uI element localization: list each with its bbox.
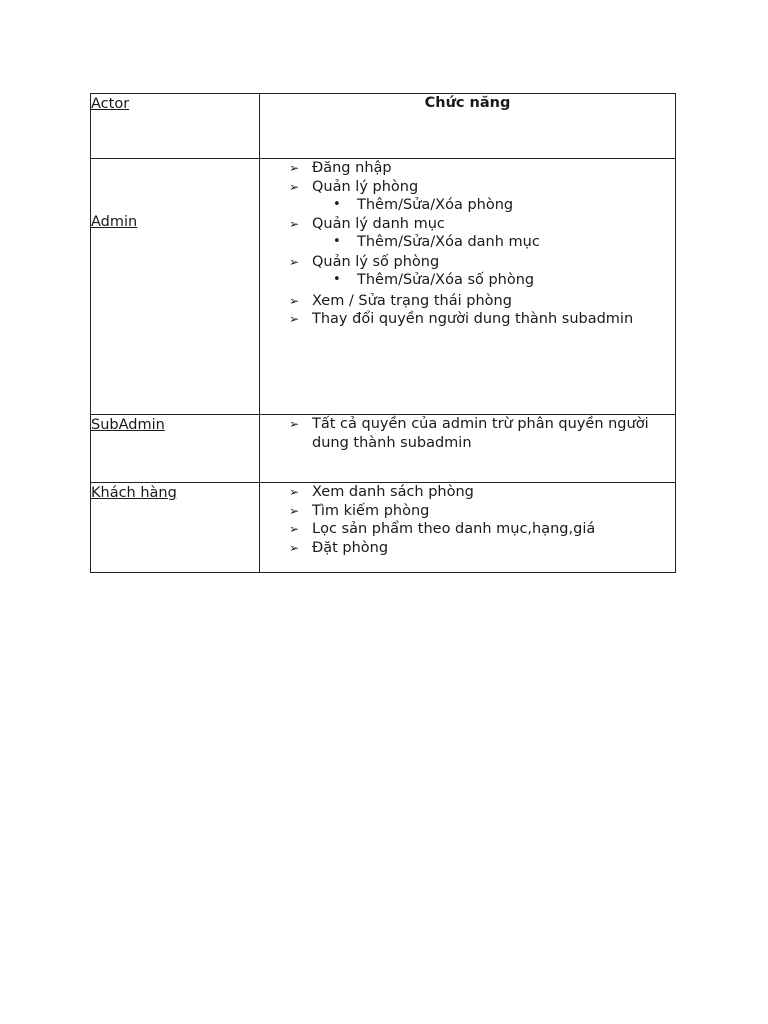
list-item: [260, 292, 675, 311]
actor-name: Khách hàng: [91, 485, 177, 501]
arrow-bullet-icon: ➢: [289, 485, 300, 499]
dot-bullet-icon: •: [333, 197, 341, 212]
actor-name: SubAdmin: [91, 417, 165, 433]
actor-cell: [91, 415, 260, 483]
list-item: [260, 215, 675, 234]
arrow-bullet-icon: ➢: [289, 254, 300, 269]
arrow-bullet-icon: ➢: [289, 312, 300, 326]
function-text: Quản lý số phòng: [312, 253, 440, 270]
function-text: Đặt phòng: [312, 539, 389, 556]
function-text: Lọc sản phẩm theo danh mục,hạng,giá: [312, 521, 596, 537]
function-text: Quản lý phòng: [312, 178, 419, 195]
sub-function-text: Thêm/Sửa/Xóa phòng: [357, 197, 514, 213]
list-item: [260, 415, 675, 452]
dot-bullet-icon: •: [333, 272, 341, 287]
list-item: [260, 483, 675, 502]
function-text: Đăng nhập: [312, 160, 392, 176]
actor-header: Actor: [91, 96, 130, 112]
actor-function-table: [90, 93, 676, 573]
sub-list-item: [260, 271, 675, 290]
list-item: [260, 159, 675, 178]
actor-name: Admin: [91, 214, 138, 230]
arrow-bullet-icon: ➢: [289, 522, 300, 536]
sub-list-item: [260, 233, 675, 252]
function-text: Tìm kiếm phòng: [312, 502, 430, 519]
function-list: [260, 415, 675, 452]
function-text: Tất cả quyền của admin trừ phân quyền người dung thành subadmin: [312, 416, 649, 451]
arrow-bullet-icon: ➢: [289, 417, 300, 431]
actor-cell: [91, 483, 260, 573]
table-row: [91, 415, 676, 483]
arrow-bullet-icon: ➢: [289, 216, 300, 231]
table-header-row: [91, 94, 676, 159]
function-text: Xem danh sách phòng: [312, 484, 474, 500]
actor-cell: [91, 159, 260, 415]
sub-function-text: Thêm/Sửa/Xóa danh mục: [357, 234, 540, 250]
arrow-bullet-icon: ➢: [289, 293, 300, 308]
function-text: Quản lý danh mục: [312, 215, 445, 232]
table-row: [91, 159, 676, 415]
actor-header-cell: [91, 94, 260, 159]
list-item: [260, 310, 675, 329]
list-item: [260, 539, 675, 558]
arrow-bullet-icon: ➢: [289, 179, 300, 194]
sub-list-item: [260, 196, 675, 215]
list-item: [260, 253, 675, 272]
sub-function-text: Thêm/Sửa/Xóa số phòng: [357, 272, 535, 288]
dot-bullet-icon: •: [333, 234, 341, 249]
list-item: [260, 178, 675, 197]
functions-cell: [260, 159, 676, 415]
functions-cell: [260, 415, 676, 483]
function-text: Xem / Sửa trạng thái phòng: [312, 292, 512, 309]
list-item: [260, 520, 675, 539]
function-list: [260, 483, 675, 557]
table-row: [91, 483, 676, 573]
list-item: [260, 502, 675, 521]
arrow-bullet-icon: ➢: [289, 503, 300, 518]
function-text: Thay đổi quyền người dung thành subadmin: [312, 311, 634, 327]
functions-header: Chức năng: [260, 94, 676, 159]
function-list: [260, 159, 675, 329]
arrow-bullet-icon: ➢: [289, 161, 300, 175]
functions-cell: [260, 483, 676, 573]
arrow-bullet-icon: ➢: [289, 540, 300, 555]
